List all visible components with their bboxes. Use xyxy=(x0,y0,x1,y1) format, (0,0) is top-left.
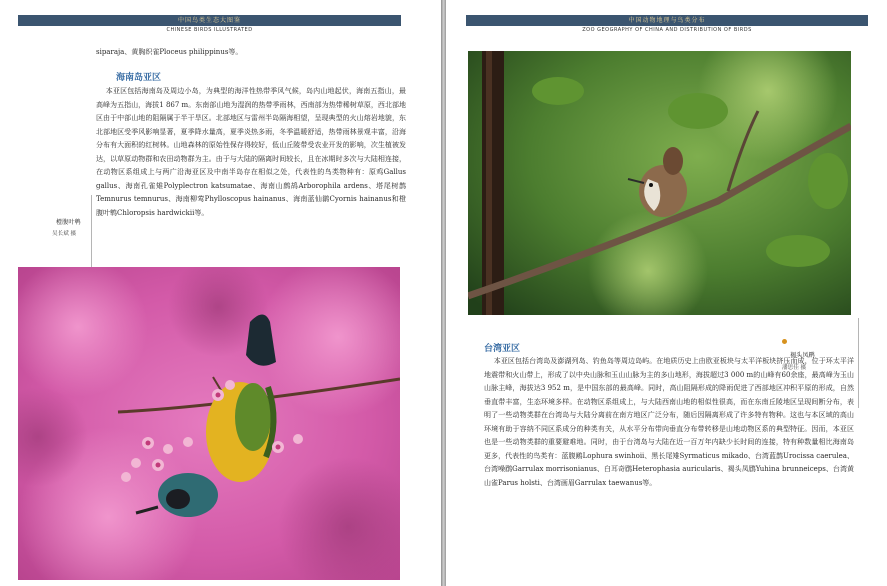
left-body-text xyxy=(96,85,406,220)
continued-paragraph: siparaja、黄胸织雀Ploceus philippinus等。 xyxy=(96,48,243,56)
left-section-title: 海南岛亚区 xyxy=(116,73,162,83)
right-paragraph: 本亚区包括台湾岛及澎湖列岛、钓鱼岛等周边岛屿。在地质历史上由欧亚板块与太平洋板块挤压而成，位于环太平洋地震带和火山带上，形成了以中央山脉和玉山山脉为主的多山地形，海拔超过3 000 m的山峰有60余座，最高峰为玉山山脉主峰，海拔达3 952 m，是中国东部的最高峰。同时，高山阻隔形成的降雨促进了西部地区冲积平原的形成，自然垂直带丰富，生态环境多样。在动物区系组成上，与大陆西南山地的相似性很高，而在东南丘陵地区呈现间断分布，表明了一些动物类群在台湾岛与大陆分离前在南方地区广泛分布，随后因隔离形成了许多特有物种。这也与本区域的高山环境有助于容纳不同区系成分的种类有关，从水平分布带向垂直分布带转移是山地动物区系的典型特征。因而，本亚区也是一些动物类群的重要避难地。同时，由于台湾岛与大陆在近一百万年内缺少长时间的连接，特有种数量相比海南岛更多，代表性的鸟类有：蓝腹鹇Lophura swinhoii、黑长尾雉Syrmaticus mikado、台湾蓝鹊Urocissa caerulea、台湾噪鹛Garrulax morrisonianus、白耳奇鹛Heterophasia auricularis、褐头凤鹛Yuhina brunneiceps、台湾黄山雀Parus holsti、台湾画眉Garrulax taewanus等。 xyxy=(484,357,854,487)
left-caption-divider xyxy=(91,195,92,267)
leafbird-photo-illustration xyxy=(18,267,400,580)
right-header-title: 中国动物地理与鸟类分布 xyxy=(466,15,868,26)
left-continued-text xyxy=(96,46,406,60)
right-body-text xyxy=(484,355,854,490)
right-caption-title: 褐头凤鹛 xyxy=(790,352,815,359)
right-header-subtitle: ZOO GEOGRAPHY OF CHINA AND DISTRIBUTION OF BIRDS xyxy=(582,27,752,33)
right-caption-divider xyxy=(858,318,859,408)
right-caption-credit: 潘思佳 摄 xyxy=(782,365,807,371)
left-caption-title: 橙腹叶鹎 xyxy=(56,219,81,226)
bird-photo-taiwan-yuhina xyxy=(468,51,851,315)
left-header-subtitle: CHINESE BIRDS ILLUSTRATED xyxy=(166,27,253,33)
right-page xyxy=(446,0,887,586)
left-page xyxy=(0,0,441,586)
left-header-title: 中国鸟类生态大图鉴 xyxy=(18,15,401,26)
yuhina-photo-illustration xyxy=(468,51,851,315)
bird-photo-orange-bellied-leafbird xyxy=(18,267,400,580)
left-caption-credit: 吴长斌 摄 xyxy=(52,231,77,237)
right-section-title: 台湾亚区 xyxy=(484,344,521,354)
caption-bullet-icon xyxy=(782,339,787,344)
left-paragraph: 本亚区包括海南岛及周边小岛，为典型的海洋性热带季风气候，岛内山地起伏，海南五指山，最高峰为五指山，海拔1 867 m。东南部山地为湿润的热带季雨林，西南部为热带稀树草原，西北部地区由于中部山地的阻隔属于半干旱区。北部地区与雷州半岛隔海相望，呈现典型的火山熔岩地貌，东北部地区受季风影响显著，夏季降水量高，夏季炎热多雨，冬季温暖舒适，热带雨林景观丰富，沿海分布有大面积的红树林。山地森林的原始性保存得较好，低山丘陵带受农业开发的影响，次生植被发达，以草原动物群和农田动物群为主。由于与大陆的隔离时间较长，且在冰期时多次与大陆相连接，在动物区系组成上与两广沿海亚区及中南半岛存在相似之处，代表性的鸟类物种有：原鸡Gallus gallus、海南孔雀雉Polyplectron katsumatae、海南山鹧鸪Arborophila ardens、塔尾树鹊Temnurus temnurus、海南柳莺Phylloscopus hainanus、海南蓝仙鹟Cyornis hainanus和橙腹叶鹎Chloropsis hardwickii等。 xyxy=(96,87,406,217)
